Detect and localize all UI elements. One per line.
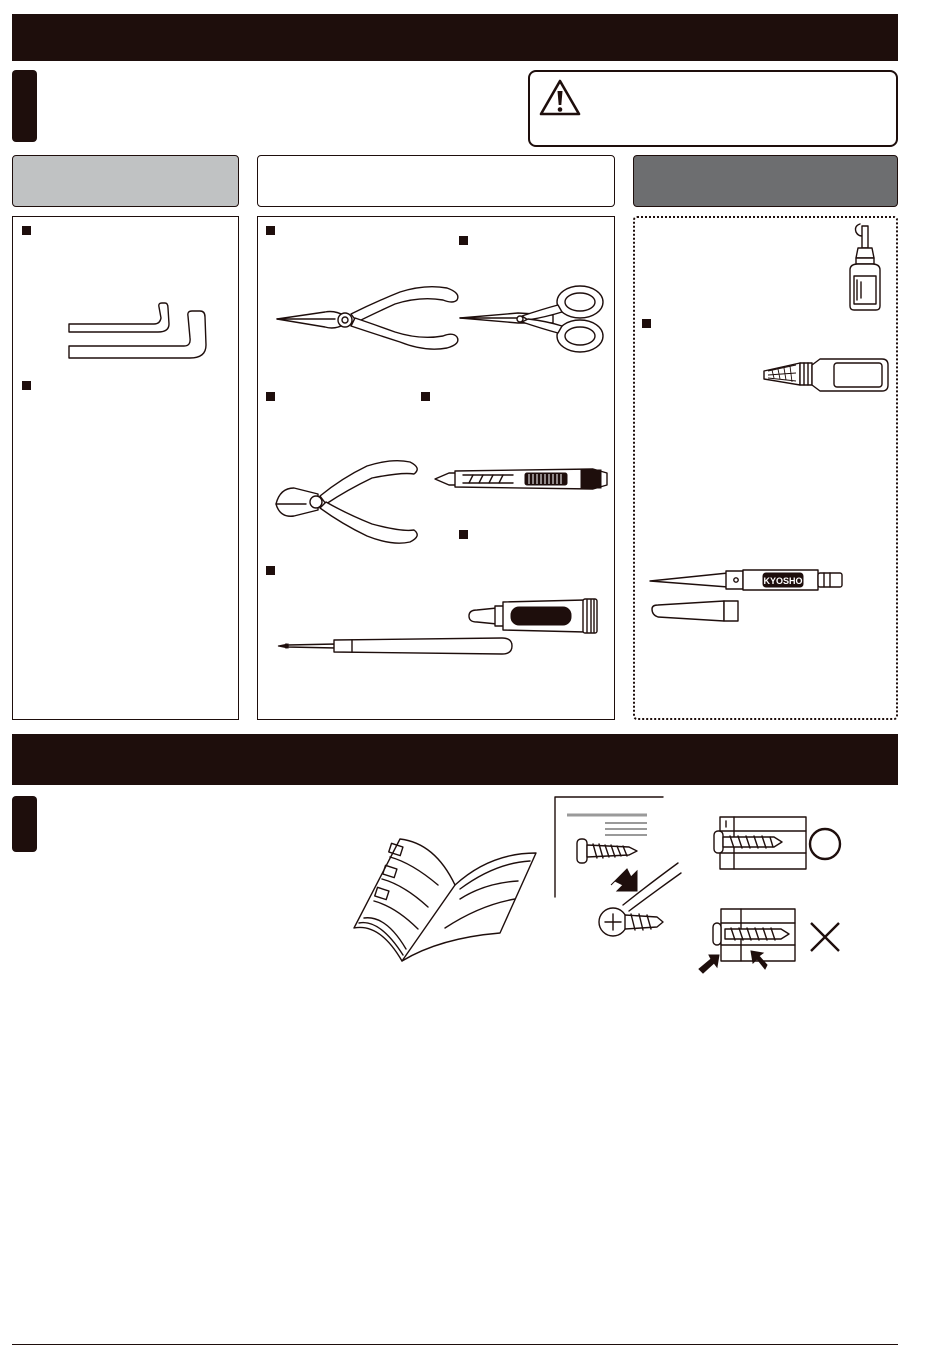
column-header-optional bbox=[633, 155, 898, 207]
section-header-bar-2 bbox=[12, 734, 898, 785]
step-tab-2 bbox=[12, 796, 37, 852]
bullet bbox=[22, 381, 31, 390]
open-manual-icon bbox=[350, 833, 550, 973]
bullet bbox=[421, 392, 430, 401]
bullet bbox=[459, 236, 468, 245]
column-header-included bbox=[12, 155, 239, 207]
bullet bbox=[459, 530, 468, 539]
thread-lock-bottle-icon bbox=[760, 355, 890, 395]
needle-nose-pliers-icon bbox=[275, 284, 465, 354]
warning-triangle-icon bbox=[538, 78, 582, 118]
phillips-screwdriver-icon bbox=[276, 632, 516, 662]
screw-correct-diagram bbox=[710, 815, 810, 875]
grease-tube-icon bbox=[467, 596, 599, 636]
hobby-knife-icon bbox=[433, 465, 608, 495]
footer-rule bbox=[12, 1344, 898, 1345]
warning-box bbox=[528, 70, 898, 147]
bullet bbox=[22, 226, 31, 235]
bullet bbox=[642, 319, 651, 328]
cross-icon bbox=[808, 920, 842, 954]
bullet bbox=[266, 566, 275, 575]
screw-wrong-diagram bbox=[697, 905, 807, 975]
step-tab bbox=[12, 70, 37, 142]
reamer-icon bbox=[648, 565, 848, 625]
section-header-bar bbox=[12, 14, 898, 61]
oil-bottle-icon bbox=[844, 222, 889, 312]
column-header-required bbox=[257, 155, 615, 207]
scissors-icon bbox=[458, 285, 608, 355]
screw-selection-illustration bbox=[553, 795, 683, 955]
hex-wrench-icon bbox=[66, 302, 216, 362]
panel-included bbox=[12, 216, 239, 720]
bullet bbox=[266, 226, 275, 235]
circle-icon bbox=[808, 827, 842, 861]
bullet bbox=[266, 392, 275, 401]
reamer-logo: KYOSHO bbox=[763, 576, 803, 586]
side-cutter-icon bbox=[272, 458, 422, 548]
